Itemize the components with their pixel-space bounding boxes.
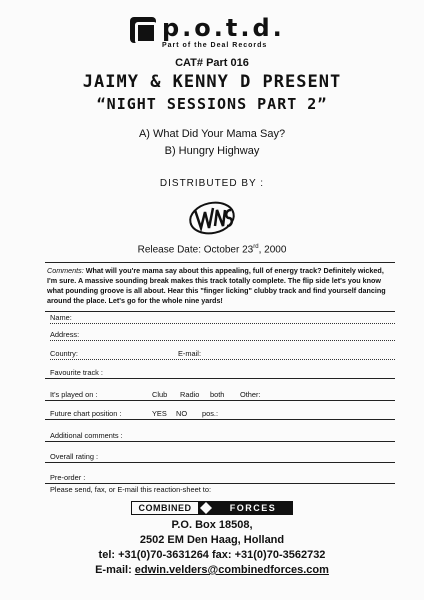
track-b: B) Hungry Highway <box>164 145 260 157</box>
other-label: Other: <box>240 390 261 399</box>
overall-rating-label: Overall rating : <box>50 452 99 461</box>
country-label: Country: <box>50 349 78 358</box>
name-label: Name: <box>50 313 72 322</box>
logo-subtitle: Part of the Deal Records <box>162 42 268 49</box>
email-line <box>0 563 424 577</box>
potd-logo <box>128 14 300 52</box>
pre-order-label: Pre-order : <box>50 473 86 482</box>
top-rule <box>45 262 395 263</box>
logo-badge-icon <box>130 17 156 43</box>
address-label: Address: <box>50 330 80 339</box>
name-field[interactable] <box>50 323 395 324</box>
comments-block <box>47 266 395 306</box>
favourite-track-label: Favourite track : <box>50 368 103 377</box>
address-field[interactable] <box>50 340 395 341</box>
release-date: Release Date: October 23rd, 2000 <box>137 244 287 256</box>
pre-order-field[interactable] <box>45 483 395 484</box>
yes-option[interactable]: YES <box>152 409 167 418</box>
played-on-label: It's played on : <box>50 390 98 399</box>
email-label-text: E-mail: <box>95 564 135 576</box>
logo-combined-text: COMBINED <box>131 501 199 515</box>
diamond-icon <box>199 501 213 515</box>
additional-comments-field[interactable] <box>45 441 395 442</box>
phone-fax: tel: +31(0)70-3631264 fax: +31(0)70-3562732 <box>98 549 326 561</box>
email-label: E-mail: <box>178 349 201 358</box>
chart-position-label: Future chart position : <box>50 409 122 418</box>
track-a: A) What Did Your Mama Say? <box>138 128 286 140</box>
no-option[interactable]: NO <box>176 409 188 418</box>
comments-rule <box>45 311 395 312</box>
both-option[interactable]: both <box>210 390 225 399</box>
overall-rating-field[interactable] <box>45 462 395 463</box>
logo-forces-text: FORCES <box>213 501 293 515</box>
club-option[interactable]: Club <box>152 390 168 399</box>
distributor-logo-icon <box>187 198 237 238</box>
catalog-number: CAT# Part 016 <box>175 57 249 69</box>
comments-text: What will you're mama say about this appealing, full of energy track? Definitely wicked, I'm sure. A massive sounding break makes this track totally complete. The flip side let's you know what pounding groove is all about. Hear this "finger licking" clubby track and find yourself dancing around the place. Let's go for the whole nine yards! <box>47 266 386 305</box>
release-title: JAIMY & KENNY D PRESENT <box>82 72 342 92</box>
chart-position-field[interactable] <box>45 419 395 420</box>
send-instructions: Please send, fax, or E-mail this reaction-sheet to: <box>50 485 212 494</box>
radio-option[interactable]: Radio <box>180 390 200 399</box>
distributed-by-label: DISTRIBUTED BY : <box>159 178 265 189</box>
email-link[interactable]: edwin.velders@combinedforces.com <box>134 564 329 576</box>
additional-comments-label: Additional comments : <box>50 431 123 440</box>
pos-label: pos.: <box>202 409 219 418</box>
comments-label: Comments: <box>47 266 84 275</box>
favourite-track-field[interactable] <box>45 378 395 379</box>
combined-forces-logo <box>131 501 293 515</box>
po-box: P.O. Box 18508, <box>171 519 253 531</box>
city-address: 2502 EM Den Haag, Holland <box>139 534 285 546</box>
country-email-field[interactable] <box>50 359 395 360</box>
release-subtitle: “NIGHT SESSIONS PART 2” <box>96 95 328 113</box>
played-on-field[interactable] <box>45 400 395 401</box>
logo-text: p.o.t.d. <box>162 14 285 42</box>
